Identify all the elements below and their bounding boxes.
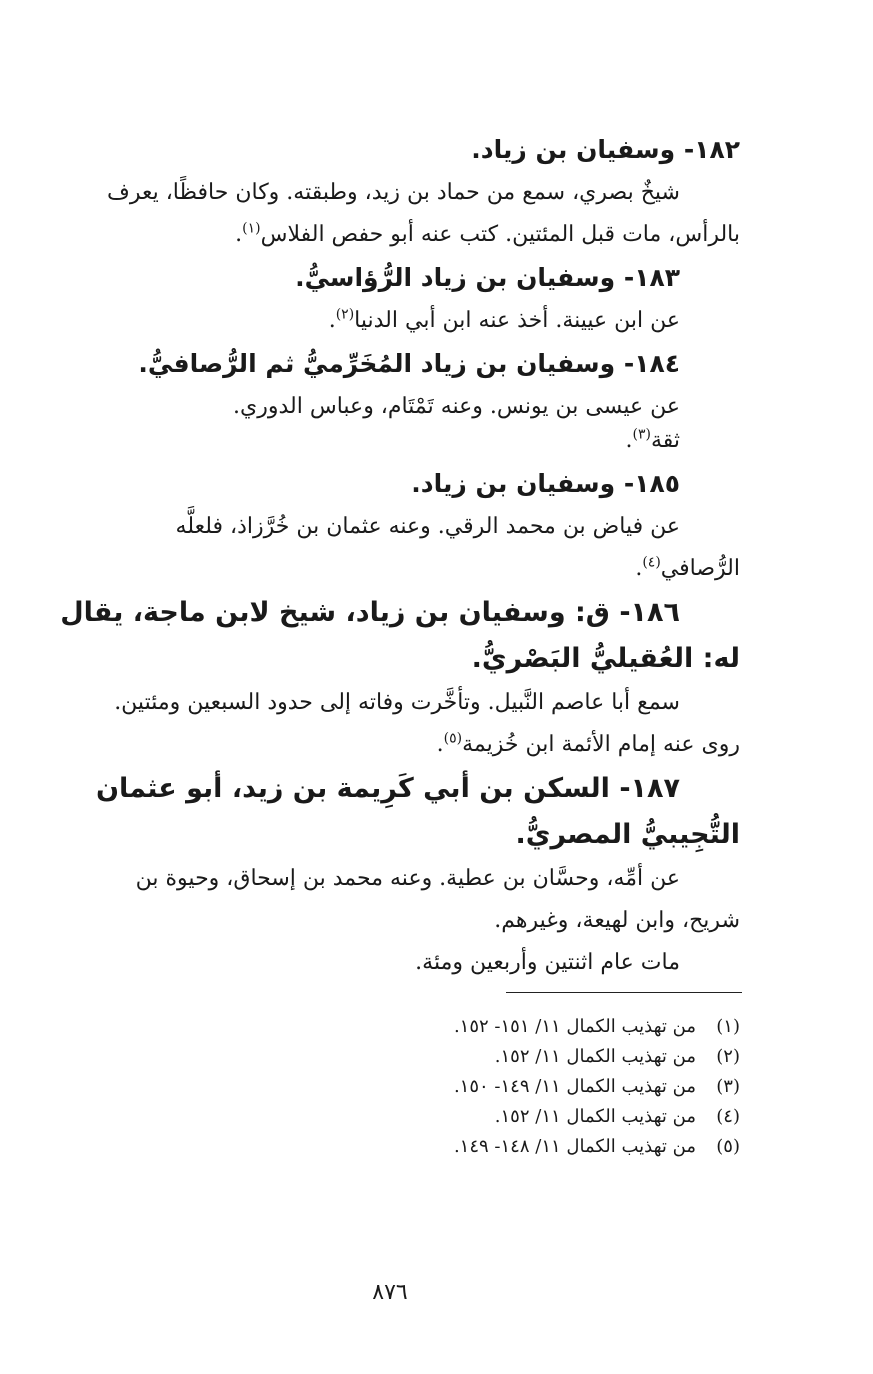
- text-fragment: عن ابن عيينة. أخذ عنه ابن أبي الدنيا: [354, 308, 680, 333]
- text-fragment: .: [625, 428, 633, 453]
- entry-text: [28, 682, 740, 766]
- footnote: [180, 1072, 740, 1102]
- footnote-number: (٢): [716, 1046, 740, 1067]
- entry-text: [28, 506, 740, 590]
- footnote-number: (٤): [716, 1106, 740, 1127]
- entry-heading: ١٨٥- وسفيان بن زياد.: [411, 469, 680, 498]
- page-body: [28, 128, 740, 984]
- footnote: [180, 1042, 740, 1072]
- text-line: [28, 424, 740, 458]
- footnote: [180, 1012, 740, 1042]
- text-line: مات عام اثنتين وأربعين ومئة.: [415, 950, 680, 975]
- footnote-ref: (٣): [632, 426, 651, 443]
- footnote: [180, 1132, 740, 1162]
- footnote-number: (٣): [716, 1076, 740, 1097]
- footnote-text: من تهذيب الكمال ١١/ ١٥٢.: [494, 1046, 696, 1067]
- footnote: [180, 1102, 740, 1132]
- footnotes: [180, 1012, 740, 1162]
- entry-heading: ١٨٤- وسفيان بن زياد المُخَرِّميُّ ثم الرُّصافيُّ.: [138, 349, 680, 378]
- text-fragment: الرُّصافي: [660, 556, 740, 581]
- entry-heading: ١٨٧- السكن بن أبي كَرِيمة بن زيد، أبو عثمان التُّجِيبيُّ المصريُّ.: [95, 773, 740, 850]
- footnote-ref: (٤): [642, 554, 661, 571]
- text-line: عن عيسى بن يونس. وعنه تَمْتَام، وعباس الدوري.: [233, 394, 680, 419]
- entry-heading: ١٨٣- وسفيان بن زياد الرُّؤاسيُّ.: [295, 263, 680, 292]
- text-fragment: روى عنه إمام الأئمة ابن خُزيمة: [462, 732, 740, 757]
- text-line: عن فياض بن محمد الرقي. وعنه عثمان بن خُرَّزاذ، فلعلَّه: [175, 514, 680, 539]
- text-fragment: .: [235, 222, 243, 247]
- footnote-number: (١): [716, 1016, 740, 1037]
- text-line: سمع أبا عاصم النَّبيل. وتأخَّرت وفاته إلى حدود السبعين ومئتين.: [114, 690, 680, 715]
- entry-text: [28, 172, 740, 256]
- footnote-ref: (٥): [443, 730, 463, 747]
- text-line: شريح، وابن لهيعة، وغيرهم.: [494, 908, 740, 933]
- entry-heading: ١٨٢- وسفيان بن زياد.: [471, 135, 740, 164]
- text-fragment: ثقة: [650, 428, 680, 453]
- entry-heading: ١٨٦- ق: وسفيان بن زياد، شيخ لابن ماجة، يقال له: العُقيليُّ البَصْريُّ.: [60, 597, 740, 674]
- footnote-text: من تهذيب الكمال ١١/ ١٤٩- ١٥٠.: [453, 1076, 696, 1097]
- text-fragment: بالرأس، مات قبل المئتين. كتب عنه أبو حفص الفلاس: [260, 222, 740, 247]
- text-fragment: .: [635, 556, 643, 581]
- text-line: [28, 548, 740, 590]
- footnote-text: من تهذيب الكمال ١١/ ١٥١- ١٥٢.: [453, 1016, 696, 1037]
- text-line: [28, 724, 740, 766]
- footnote-number: (٥): [716, 1136, 740, 1157]
- text-fragment: .: [328, 308, 336, 333]
- footnote-text: من تهذيب الكمال ١١/ ١٥٢.: [494, 1106, 696, 1127]
- page-number: ٨٧٦: [372, 1280, 408, 1305]
- text-line: [28, 214, 740, 256]
- footnote-text: من تهذيب الكمال ١١/ ١٤٨- ١٤٩.: [453, 1136, 696, 1157]
- text-line: عن أمِّه، وحسَّان بن عطية. وعنه محمد بن إسحاق، وحيوة بن: [135, 866, 680, 891]
- footnote-ref: (٢): [335, 306, 355, 323]
- entry-text: [28, 386, 740, 462]
- text-fragment: .: [436, 732, 444, 757]
- entry-text: [28, 858, 740, 984]
- text-line: شيخٌ بصري، سمع من حماد بن زيد، وطبقته. وكان حافظًا، يعرف: [107, 180, 680, 205]
- footnote-ref: (١): [242, 220, 261, 237]
- text-line: [28, 300, 740, 342]
- footnote-divider: [506, 992, 742, 993]
- entry-text: [28, 300, 740, 342]
